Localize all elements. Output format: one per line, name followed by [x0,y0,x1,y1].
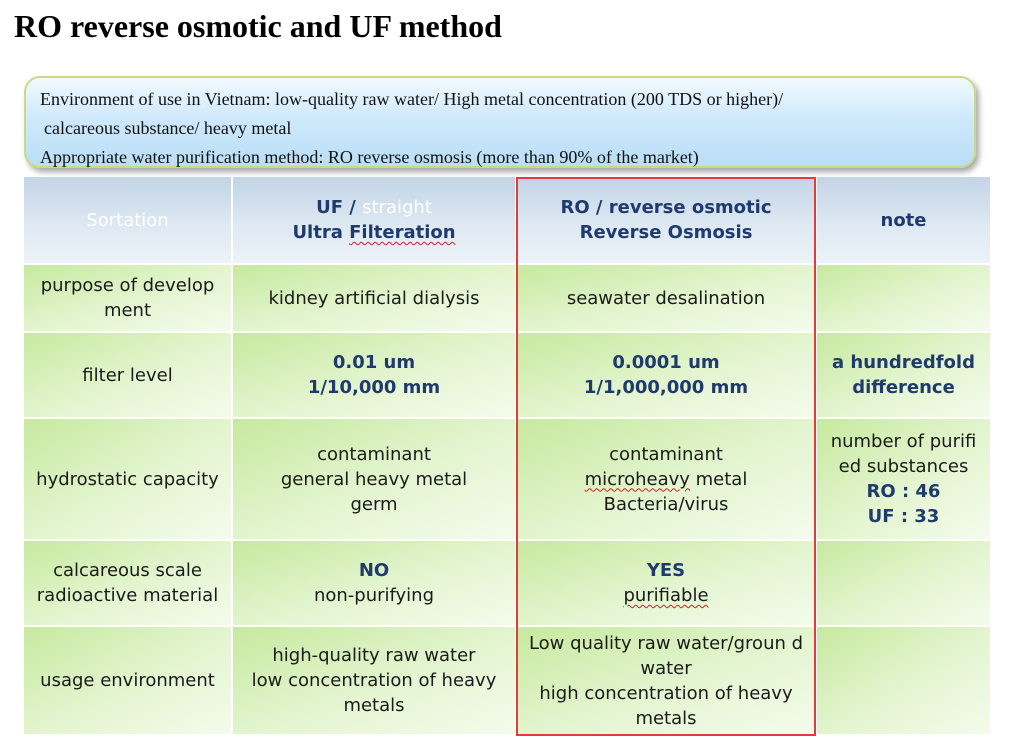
banner-line-3: Appropriate water purification method: RO reverse osmosis (more than 90% of the market) [40,147,699,167]
header-ro-line1: RO / reverse osmotic [560,197,772,218]
cell-ro-usage [517,627,817,736]
banner-line-1: Environment of use in Vietnam: low-quality raw water/ High metal concentration (200 TDS or higher)/ [40,89,784,109]
note-capacity-text: number of purifi ed substances [830,431,977,477]
cell-uf-filter [233,333,517,419]
cell-note-capacity [817,419,992,541]
page-title: RO reverse osmotic and UF method [14,8,502,44]
header-ro [517,177,817,265]
comparison-table [24,177,992,736]
header-uf [233,177,517,265]
ro-scale-desc: purifiable [623,585,709,606]
table-row [24,627,992,736]
cell-ro-filter [517,333,817,419]
cell-note-purpose [817,265,992,333]
row-label-filter: filter level [24,333,233,419]
scale-label-line2: radioactive material [36,585,219,606]
ro-filter-um: 0.0001 um [612,352,720,373]
cell-ro-scale [517,541,817,627]
ro-capacity-line1: contaminant [609,443,723,465]
header-sortation: Sortation [24,177,233,265]
cell-note-usage [817,627,992,736]
table-row [24,541,992,627]
header-uf-prefix: UF / [316,197,363,218]
ro-capacity-microheavy: microheavy [584,468,690,490]
environment-banner [24,76,976,168]
row-label-capacity: hydrostatic capacity [24,419,233,541]
row-label-purpose: purpose of develop ment [24,265,233,333]
table-row [24,419,992,541]
uf-scale-answer: NO [358,560,390,581]
table-row [24,265,992,333]
ro-capacity-metal: metal [689,468,748,490]
uf-capacity-line2: general heavy metal [280,468,468,490]
ro-capacity-line3: Bacteria/virus [603,493,729,515]
table-header-row [24,177,992,265]
ro-usage-line2: high concentration of heavy metals [539,682,793,729]
header-uf-filteration: Filteration [349,222,456,243]
ro-usage-line1: Low quality raw water/groun d water [528,632,804,679]
cell-uf-scale [233,541,517,627]
cell-note-scale [817,541,992,627]
cell-note-filter [817,333,992,419]
cell-ro-capacity [517,419,817,541]
uf-filter-mm: 1/10,000 mm [307,377,441,398]
cell-uf-capacity [233,419,517,541]
uf-usage-line2: low concentration of heavy metals [251,670,497,716]
banner-line-2: calcareous substance/ heavy metal [44,118,292,138]
note-capacity-uf: UF : 33 [867,506,940,527]
uf-usage-line1: high-quality raw water [272,645,476,666]
header-ro-line2: Reverse Osmosis [579,222,753,243]
ro-filter-mm: 1/1,000,000 mm [583,377,749,398]
uf-filter-um: 0.01 um [332,352,416,373]
row-label-scale [24,541,233,627]
ro-scale-answer: YES [646,560,686,581]
cell-uf-usage [233,627,517,736]
uf-scale-desc: non-purifying [313,585,435,606]
cell-uf-purpose: kidney artificial dialysis [233,265,517,333]
scale-label-line1: calcareous scale [53,560,202,581]
header-note: note [817,177,992,265]
uf-capacity-line3: germ [350,493,398,515]
header-uf-straight: straight [362,197,432,218]
row-label-usage: usage environment [24,627,233,736]
table-row [24,333,992,419]
uf-capacity-line1: contaminant [317,443,431,465]
header-uf-ultra: Ultra [292,222,350,243]
cell-ro-purpose: seawater desalination [517,265,817,333]
note-capacity-ro: RO : 46 [866,481,941,502]
note-filter: a hundredfold difference [832,352,975,398]
